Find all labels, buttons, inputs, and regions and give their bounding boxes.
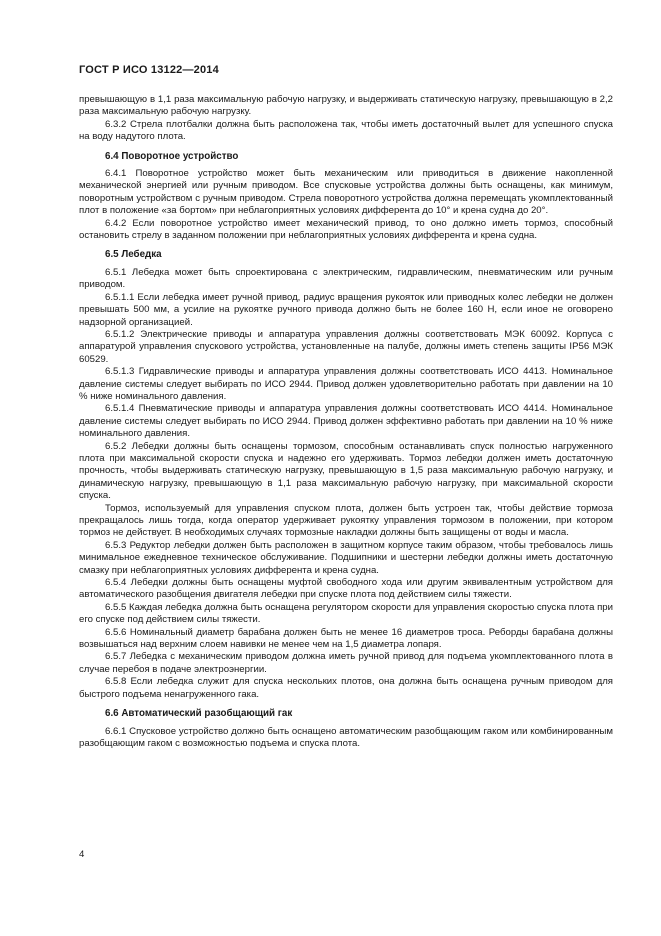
paragraph: 6.5.7 Лебедка с механическим приводом должна иметь ручной привод для подъема укомплектованного плота в случае перебоя в подаче электроэнергии. <box>79 651 613 675</box>
section-heading: 6.4 Поворотное устройство <box>105 150 239 162</box>
paragraph: 6.5.8 Если лебедка служит для спуска нескольких плотов, она должна быть оснащена ручным приводом для быстрого подъема ненагруженного гака. <box>79 676 613 700</box>
paragraph: 6.4.2 Если поворотное устройство имеет механический привод, то оно должно иметь тормоз, способный остановить стрелу в заданном положении при неблагоприятных условиях дифферента и крена судна. <box>79 217 613 242</box>
paragraph: 6.5.1.4 Пневматические приводы и аппаратура управления должны соответствовать ИСО 4414. Номинальное давление системы следует выбирать по ИСО 2944. Привод должен эффективно работать при давлении на 10 % ниже номинального давления. <box>79 403 613 440</box>
paragraph: 6.5.2 Лебедки должны быть оснащены тормозом, способным останавливать спуск полностью нагруженного плота при максимальной скорости спуска и надежно его удерживать. Тормоз лебедки должен иметь достаточную прочность, чтобы выдерживать статическую нагрузку, превышающую в 1,5 раза максимальную рабочую нагрузку, и динамическую нагрузку, превышающую в 1,1 раза максимальную рабочую нагрузку, при максимальной скорости спуска. <box>79 440 613 502</box>
page-number: 4 <box>79 849 85 860</box>
paragraph: 6.5.3 Редуктор лебедки должен быть расположен в защитном корпусе таким образом, чтобы требовалось лишь минимальное ежедневное техническое обслуживание. Подшипники и шестерни лебедки должны иметь достаточную смазку при неблагоприятных условиях дифферента и крена судна. <box>79 539 613 576</box>
paragraph: Тормоз, используемый для управления спуском плота, должен быть устроен так, чтобы действие тормоза прекращалось лишь тогда, когда оператор удерживает рукоятку управления тормозом в положении, при котором тормоз не действует. В необходимых случаях тормозные накладки должны быть защищены от воды и масла. <box>79 502 613 539</box>
paragraph: 6.5.1.2 Электрические приводы и аппаратура управления должны соответствовать МЭК 60092. Корпуса с аппаратурой управления спускового устройства, установленные на палубе, должны иметь степень защиты IP56 МЭК 60529. <box>79 328 613 365</box>
paragraph: превышающую в 1,1 раза максимальную рабочую нагрузку, и выдерживать статическую нагрузку, превышающую в 2,2 раза максимальную рабочую нагрузку. <box>79 94 613 118</box>
paragraph: 6.5.1.1 Если лебедка имеет ручной привод, радиус вращения рукояток или приводных колес лебедки не должен превышать 500 мм, а усилие на рукоятке ручного привода должно быть не более 160 Н, если иное не оговорено надзорной организацией. <box>79 291 613 328</box>
paragraph: 6.3.2 Стрела плотбалки должна быть расположена так, чтобы иметь достаточный вылет для успешного спуска на воду надутого плота. <box>79 118 613 143</box>
paragraph: 6.6.1 Спусковое устройство должно быть оснащено автоматическим разобщающим гаком или комбинированным разобщающим гаком с возможностью подъема и спуска плота. <box>79 725 613 749</box>
paragraph: 6.5.1 Лебедка может быть спроектирована с электрическим, гидравлическим, пневматическим или ручным приводом. <box>79 266 613 291</box>
document-header: ГОСТ Р ИСО 13122—2014 <box>79 64 219 76</box>
paragraph: 6.5.4 Лебедки должны быть оснащены муфтой свободного хода или другим эквивалентным устройством для автоматического разобщения двигателя лебедки при спуске плота под действием силы тяжести. <box>79 577 613 601</box>
section-heading: 6.6 Автоматический разобщающий гак <box>105 708 293 720</box>
paragraph: 6.5.6 Номинальный диаметр барабана должен быть не менее 16 диаметров троса. Реборды барабана должны возвышаться над верхним слоем навивки не менее чем на 1,5 диаметра лопаря. <box>79 626 613 651</box>
paragraph: 6.5.1.3 Гидравлические приводы и аппаратура управления должны соответствовать ИСО 4413. Номинальное давление системы следует выбирать по ИСО 2944. Привод должен удовлетворительно работать при давлении на 10 % ниже номинального давления. <box>79 366 613 402</box>
document-body <box>79 94 613 750</box>
section-heading: 6.5 Лебедка <box>105 249 162 261</box>
paragraph: 6.5.5 Каждая лебедка должна быть оснащена регулятором скорости для управления скоростью спуска плота при его спуске под действием силы тяжести. <box>79 601 613 626</box>
paragraph: 6.4.1 Поворотное устройство может быть механическим или приводиться в движение накопленной механической энергией или ручным приводом. Все спусковые устройства должны быть оснащены, как минимум, поворотным устройством с ручным приводом. Стрела поворотного устройства должна перемещать укомплектованный плот в положение «за бортом» при неблагоприятных условиях дифферента до 10° и крена судна до 20°. <box>79 168 613 217</box>
